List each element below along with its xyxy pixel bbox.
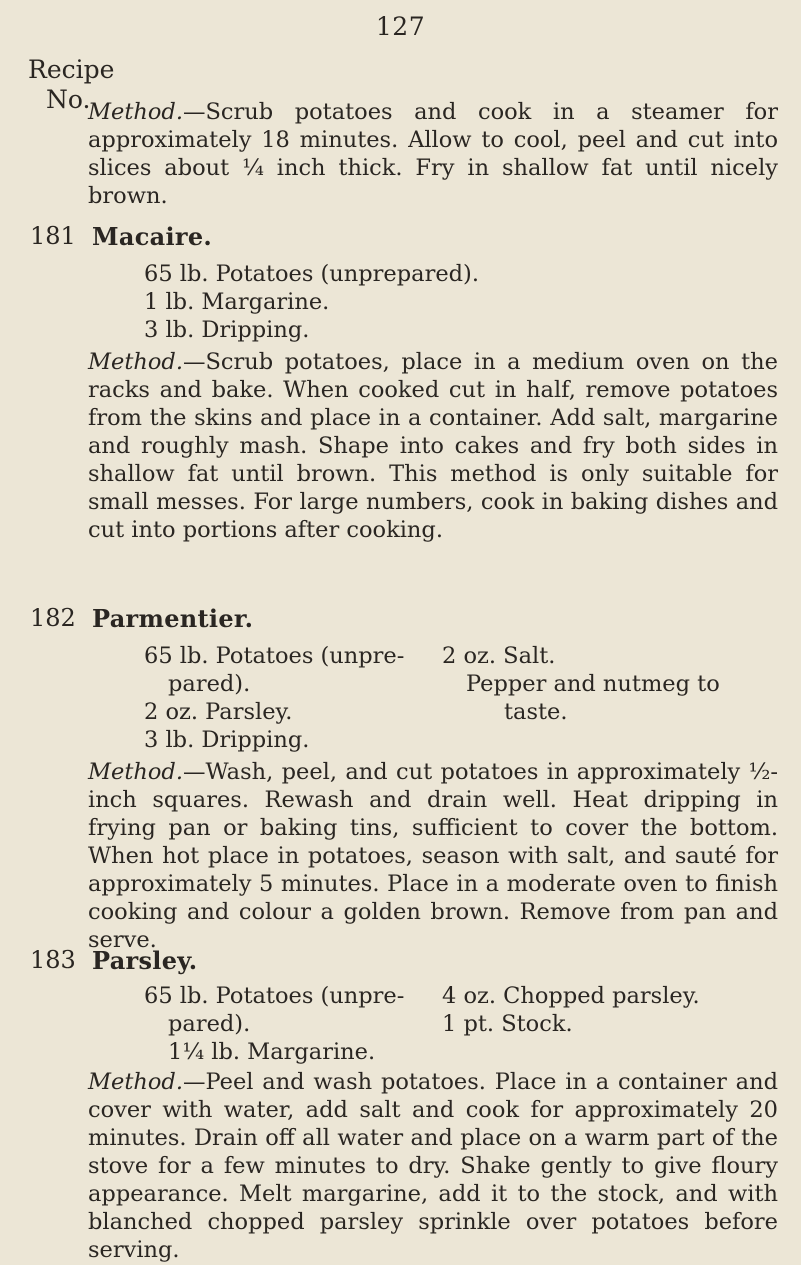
recipe-method [88, 1068, 778, 1264]
recipe-method [88, 348, 778, 544]
ingredient: 2 oz. Parsley. [144, 699, 293, 725]
ingredient-list-right [442, 642, 720, 726]
method-text: —Wash, peel, and cut potatoes in approximately ½-inch squares. Rewash and drain well. Heat dripping in frying pan or baking tins, sufficient to cover the bottom. When hot place in potatoes, season with salt, and sauté for approximately 5 minutes. Place in a moderate oven to finish cooking and colour a golden brown. Remove from pan and serve. [88, 759, 778, 953]
method-label: Method. [88, 759, 183, 785]
ingredient: 4 oz. Chopped parsley. [442, 983, 700, 1009]
ingredient: 1 lb. Margarine. [144, 289, 330, 315]
recipe-heading-line1: Recipe [28, 55, 115, 84]
ingredient-list [144, 260, 479, 344]
ingredient: 65 lb. Potatoes (unpre- [144, 643, 405, 669]
ingredient-list-left [144, 982, 404, 1066]
recipe-number: 181 [30, 222, 76, 250]
ingredient: 2 oz. Salt. [442, 643, 556, 669]
ingredient: pared). [168, 671, 251, 697]
ingredient: 3 lb. Dripping. [144, 727, 310, 753]
method-text: —Peel and wash potatoes. Place in a container and cover with water, add salt and cook for approximately 20 minutes. Drain off all water and place on a warm part of the stove for a few minutes to dry. Shake gently to give floury appearance. Melt margarine, add it to the stock, and with blanched chopped parsley sprinkle over potatoes before serving. [88, 1069, 778, 1263]
intro-method [88, 98, 778, 210]
method-label: Method. [88, 1069, 183, 1095]
recipe-title: Macaire. [92, 222, 213, 251]
ingredient: 65 lb. Potatoes (unprepared). [144, 261, 479, 287]
method-text: —Scrub potatoes and cook in a steamer for approximately 18 minutes. Allow to cool, peel and cut into slices about ¼ inch thick. Fry in shallow fat until nicely brown. [88, 99, 778, 209]
recipe-title: Parmentier. [92, 604, 254, 633]
ingredient: 65 lb. Potatoes (unpre- [144, 983, 405, 1009]
ingredient: 1 pt. Stock. [442, 1011, 573, 1037]
method-label: Method. [88, 99, 183, 125]
ingredient: 3 lb. Dripping. [144, 317, 310, 343]
recipe-method [88, 758, 778, 954]
recipe-title: Parsley. [92, 946, 198, 975]
recipe-number: 182 [30, 604, 76, 632]
method-text: —Scrub potatoes, place in a medium oven on the racks and bake. When cooked cut in half, remove potatoes from the skins and place in a container. Add salt, margarine and roughly mash. Shape into cakes and fry both sides in shallow fat until brown. This method is only suitable for small messes. For large numbers, cook in baking dishes and cut into portions after cooking. [88, 349, 778, 543]
ingredient: taste. [504, 699, 568, 725]
ingredient: Pepper and nutmeg to [466, 671, 720, 697]
method-label: Method. [88, 349, 183, 375]
page-number: 127 [375, 12, 426, 41]
ingredient-list-right [442, 982, 700, 1038]
recipe-heading-line2: No. [46, 85, 91, 114]
ingredient: 1¼ lb. Margarine. [168, 1039, 376, 1065]
ingredient-list-left [144, 642, 404, 754]
recipe-number: 183 [30, 946, 76, 974]
ingredient: pared). [168, 1011, 251, 1037]
